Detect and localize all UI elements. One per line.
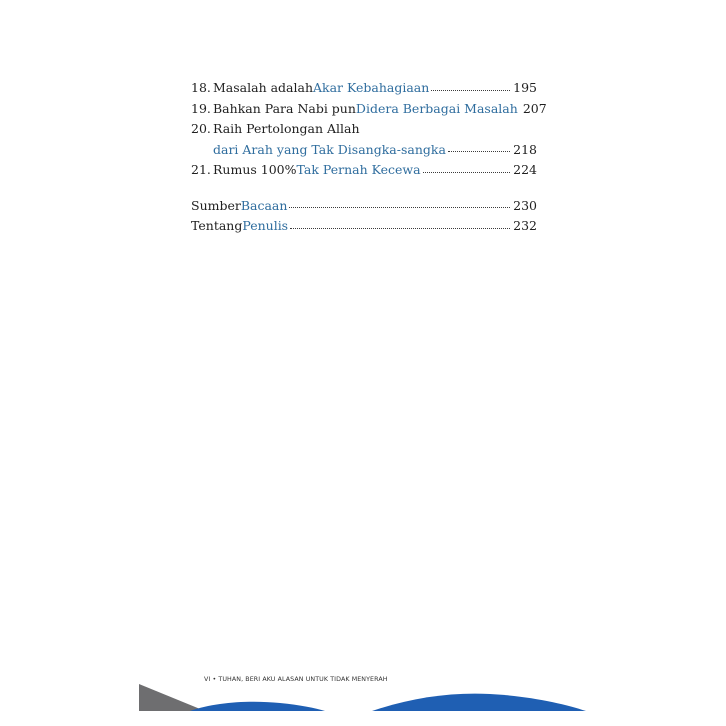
toc-entry-20-continued[interactable] <box>191 140 537 161</box>
entry-page-number: 224 <box>513 162 537 177</box>
entry-page-number: 195 <box>513 80 537 95</box>
dot-leader <box>431 89 510 91</box>
dot-leader <box>448 150 510 152</box>
dot-leader <box>290 227 510 229</box>
blue-wave-left <box>190 702 325 711</box>
blue-wave-right <box>372 694 586 711</box>
entry-number: 18. <box>191 80 211 95</box>
entry-page-number: 230 <box>513 197 537 213</box>
entry-number: 21. <box>191 162 211 177</box>
dot-leader <box>423 171 511 173</box>
entry-title-accent: Akar Kebahagiaan <box>313 80 430 95</box>
section-spacer <box>191 181 537 196</box>
entry-title-accent: Tak Pernah Kecewa <box>296 162 421 177</box>
entry-title-accent: Bacaan <box>240 197 288 213</box>
entry-page-number: 207 <box>522 100 547 116</box>
entry-title-plain: Masalah adalah <box>213 80 313 95</box>
toc-entry-sumber-bacaan[interactable] <box>191 196 537 217</box>
gray-triangle-shape <box>139 684 205 711</box>
entry-title-accent: Penulis <box>242 218 289 233</box>
table-of-contents <box>191 78 547 237</box>
entry-title-accent: Didera Berbagai Masalah <box>355 100 518 116</box>
dot-leader <box>289 206 510 208</box>
toc-entry-tentang-penulis[interactable] <box>191 216 537 237</box>
entry-title-plain: Raih Pertolongan Allah <box>213 121 360 136</box>
entry-title-accent: dari Arah yang Tak Disangka-sangka <box>213 141 446 157</box>
toc-entry-19[interactable] <box>191 99 547 120</box>
entry-page-number: 218 <box>513 141 537 157</box>
entry-number: 19. <box>191 100 211 116</box>
toc-entry-20[interactable] <box>191 119 537 140</box>
footer-decoration <box>0 680 726 726</box>
toc-entry-21[interactable] <box>191 160 537 181</box>
entry-page-number: 232 <box>513 218 537 233</box>
running-footer: VI • TUHAN, BERI AKU ALASAN UNTUK TIDAK MENYERAH <box>204 676 388 683</box>
toc-entry-18[interactable] <box>191 78 537 99</box>
entry-title-plain: Tentang <box>191 218 243 233</box>
entry-title-plain: Bahkan Para Nabi pun <box>213 100 356 116</box>
entry-number: 20. <box>191 121 211 136</box>
entry-title-plain: Sumber <box>191 197 241 213</box>
entry-title-plain: Rumus 100% <box>213 162 297 177</box>
